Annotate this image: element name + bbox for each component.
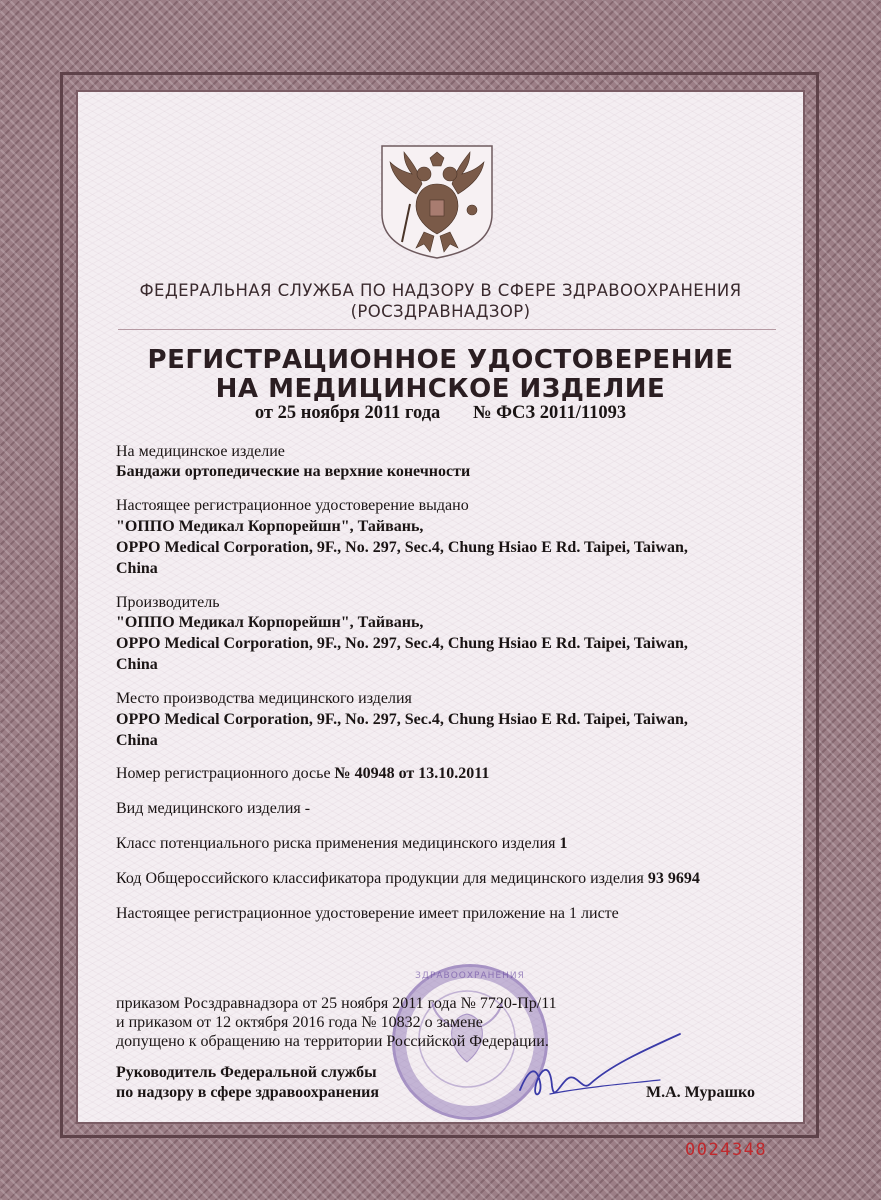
- production-site-line1: OPPO Medical Corporation, 9F., No. 297, Sec.4, Chung Hsiao E Rd. Taipei, Taiwan,: [116, 711, 688, 728]
- device-kind: Вид медицинского изделия -: [116, 800, 311, 817]
- dossier-value: № 40948 от 13.10.2011: [334, 765, 490, 782]
- agency-name: ФЕДЕРАЛЬНАЯ СЛУЖБА ПО НАДЗОРУ В СФЕРЕ ЗДРАВООХРАНЕНИЯ: [139, 281, 742, 300]
- okp-code-value: 93 9694: [647, 870, 700, 887]
- order-line3: допущено к обращению на территории Российской Федерации.: [116, 1033, 549, 1050]
- risk-class-row: [116, 835, 568, 853]
- handwritten-signature-icon: [510, 1030, 690, 1110]
- signatory-title-line2: по надзору в сфере здравоохранения: [116, 1084, 380, 1101]
- document-title-line1: РЕГИСТРАЦИОННОЕ УДОСТОВЕРЕНИЕ: [147, 345, 734, 375]
- production-site-label: Место производства медицинского изделия: [116, 690, 412, 707]
- serial-number: 0024348: [685, 1140, 768, 1160]
- risk-class-label: Класс потенциального риска применения медицинского изделия: [116, 835, 560, 852]
- issue-date: от 25 ноября 2011 года: [254, 403, 441, 423]
- manufacturer-line2: OPPO Medical Corporation, 9F., No. 297, Sec.4, Chung Hsiao E Rd. Taipei, Taiwan,: [116, 635, 688, 652]
- order-line1: приказом Росздравнадзора от 25 ноября 2011 года № 7720-Пр/11: [116, 995, 557, 1012]
- agency-abbreviation: (РОСЗДРАВНАДЗОР): [350, 302, 531, 321]
- dossier-row: [116, 765, 489, 783]
- issued-to-line2: OPPO Medical Corporation, 9F., No. 297, Sec.4, Chung Hsiao E Rd. Taipei, Taiwan,: [116, 539, 688, 556]
- manufacturer-line1: "ОППО Медикал Корпорейшн", Тайвань,: [116, 614, 424, 631]
- device-name: Бандажи ортопедические на верхние конечности: [116, 463, 471, 480]
- double-headed-eagle-icon: [380, 144, 494, 260]
- signatory-name: М.А. Мурашко: [646, 1084, 755, 1101]
- issue-date-and-number: [0, 403, 881, 424]
- document-title-line2: НА МЕДИЦИНСКОЕ ИЗДЕЛИЕ: [215, 374, 666, 404]
- okp-code-label: Код Общероссийского классификатора продукции для медицинского изделия: [116, 870, 648, 887]
- okp-code-row: [116, 870, 700, 888]
- certificate-number: № ФСЗ 2011/11093: [472, 403, 627, 423]
- stamp-text: ЗДРАВООХРАНЕНИЯ: [415, 971, 525, 981]
- issued-to-label: Настоящее регистрационное удостоверение выдано: [116, 497, 469, 514]
- manufacturer-label: Производитель: [116, 594, 220, 611]
- order-line2: и приказом от 12 октября 2016 года № 10832 о замене: [116, 1014, 483, 1031]
- risk-class-value: 1: [559, 835, 568, 852]
- issued-to-line1: "ОППО Медикал Корпорейшн", Тайвань,: [116, 518, 424, 535]
- appendix-note: Настоящее регистрационное удостоверение имеет приложение на 1 листе: [116, 905, 619, 922]
- device-label: На медицинское изделие: [116, 443, 285, 460]
- production-site-line2: China: [116, 732, 158, 749]
- dossier-label: Номер регистрационного досье: [116, 765, 335, 782]
- manufacturer-line3: China: [116, 656, 158, 673]
- issued-to-line3: China: [116, 560, 158, 577]
- signatory-title-line1: Руководитель Федеральной службы: [116, 1064, 377, 1081]
- header-divider: [118, 329, 776, 330]
